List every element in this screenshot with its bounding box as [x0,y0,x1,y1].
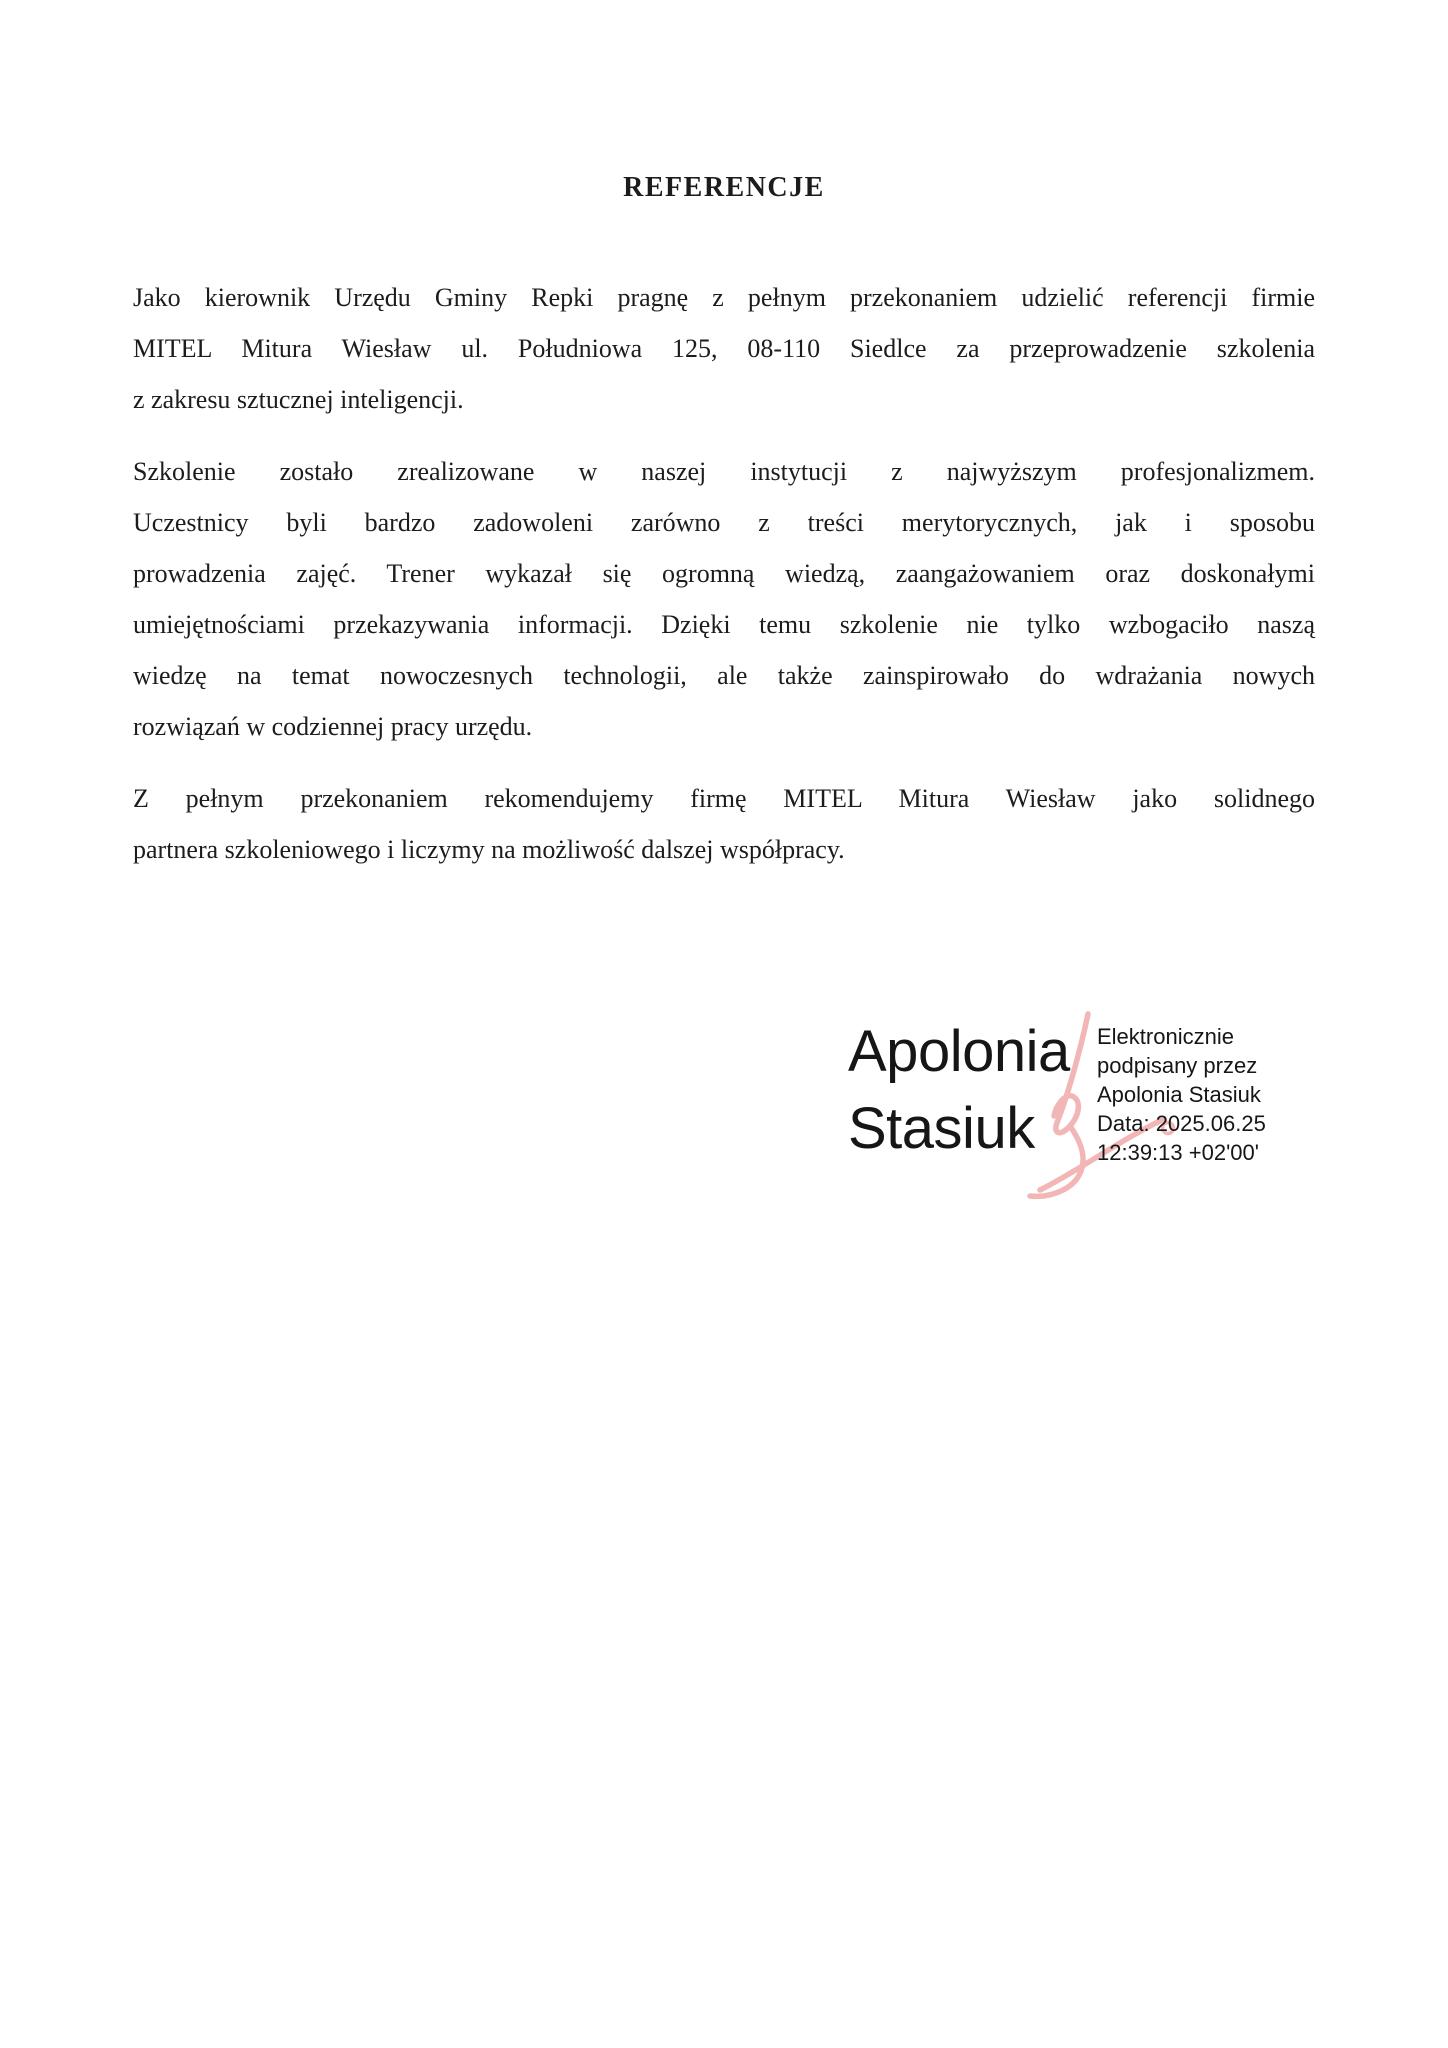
text-line: Jako kierownik Urzędu Gminy Repki pragnę z pełnym przekonaniem udzielić referencji firmie [133,283,1315,312]
signature-detail-line: Elektronicznie [1097,1024,1234,1049]
signature-detail-line: Data: 2025.06.25 [1097,1111,1266,1136]
paragraph [133,773,1315,875]
digital-signature-details [1097,1022,1266,1167]
document-body [133,272,1315,875]
text-line: wiedzę na temat nowoczesnych technologii, ale także zainspirowało do wdrażania nowych [133,661,1315,690]
signatory-name-line: Stasiuk [848,1096,1035,1161]
text-line: partnera szkoleniowego i liczymy na możliwość dalszej współpracy. [133,835,845,864]
text-line: Szkolenie zostało zrealizowane w naszej instytucji z najwyższym profesjonalizmem. [133,457,1315,486]
paragraph [133,446,1315,752]
document-title: REFERENCJE [623,172,825,203]
text-line: z zakresu sztucznej inteligencji. [133,385,464,414]
text-line: Z pełnym przekonaniem rekomendujemy firmę MITEL Mitura Wiesław jako solidnego [133,784,1315,813]
digital-signature-name[interactable] [848,1013,1070,1167]
text-line: MITEL Mitura Wiesław ul. Południowa 125, 08-110 Siedlce za przeprowadzenie szkolenia [133,334,1315,363]
signature-detail-line: podpisany przez [1097,1053,1258,1078]
text-line: prowadzenia zajęć. Trener wykazał się ogromną wiedzą, zaangażowaniem oraz doskonałymi [133,559,1315,588]
text-line: umiejętnościami przekazywania informacji. Dzięki temu szkolenie nie tylko wzbogaciło naszą [133,610,1315,639]
paragraph [133,272,1315,425]
signature-detail-line: Apolonia Stasiuk [1097,1082,1261,1107]
text-line: Uczestnicy byli bardzo zadowoleni zarówno z treści merytorycznych, jak i sposobu [133,508,1315,537]
signatory-name-line: Apolonia [848,1019,1070,1084]
signature-detail-line: 12:39:13 +02'00' [1097,1140,1259,1165]
text-line: rozwiązań w codziennej pracy urzędu. [133,712,533,741]
